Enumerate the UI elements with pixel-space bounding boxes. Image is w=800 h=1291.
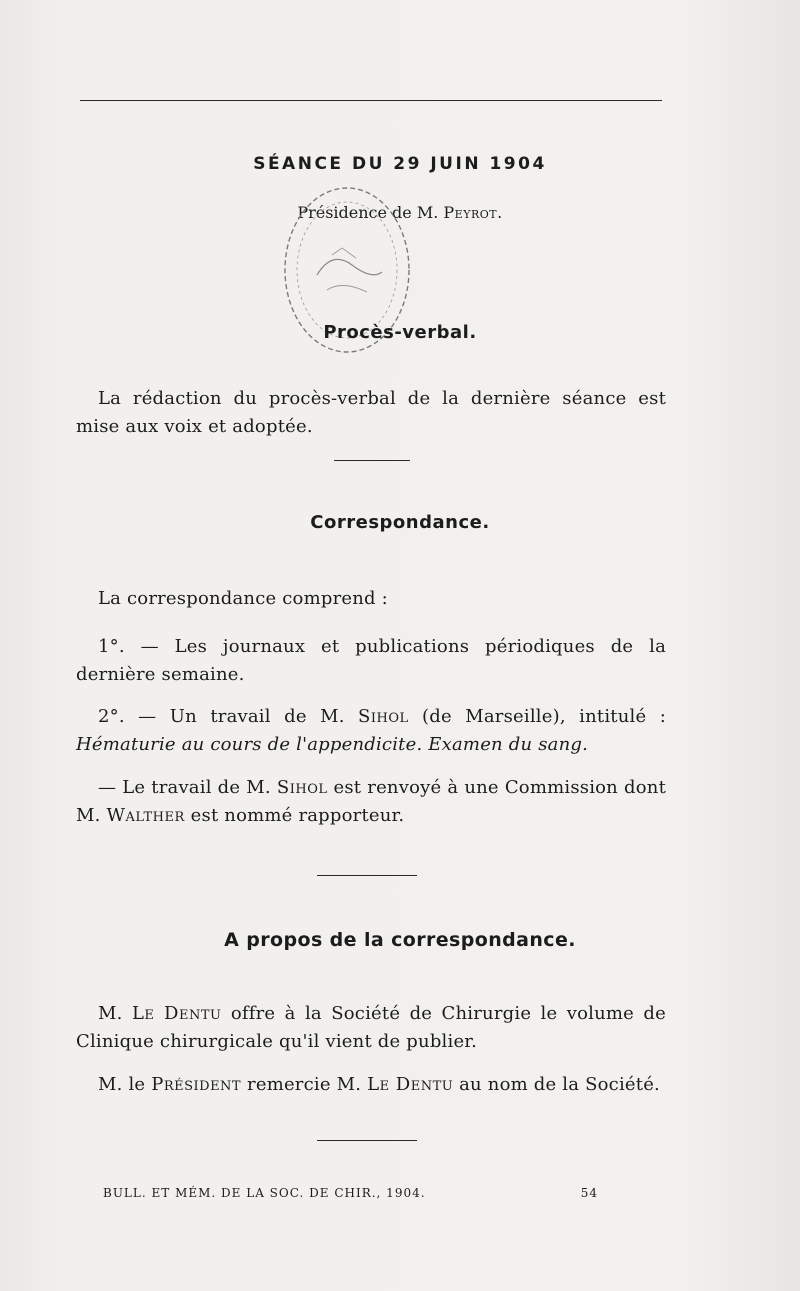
- section-rule-3: [317, 1140, 417, 1141]
- correspondance-heading: Correspondance.: [310, 512, 490, 533]
- work-title: Hématurie au cours de l'appendicite. Examen du sang.: [76, 734, 589, 755]
- president-title: Président: [151, 1074, 242, 1095]
- president-name: Peyrot.: [443, 203, 503, 222]
- referral-suffix: est nommé rapporteur.: [184, 805, 405, 826]
- presidency-prefix: Présidence de M.: [297, 203, 444, 222]
- le-dentu-name: Le Dentu: [131, 1003, 222, 1024]
- le-dentu-name-2: Le Dentu: [367, 1074, 454, 1095]
- p2-middle: remercie M.: [241, 1074, 368, 1095]
- page-footer: [103, 1186, 598, 1200]
- referral-paragraph: [76, 774, 666, 830]
- journal-citation: BULL. ET MÉM. DE LA SOC. DE CHIR., 1904.: [103, 1186, 426, 1200]
- correspondance-intro: La correspondance comprend :: [98, 588, 388, 609]
- referral-middle: est renvoyé à une Commission dont M.: [76, 777, 666, 826]
- rapporteur-name: Walther: [106, 805, 185, 826]
- correspondance-item-1: 1°. — Les journaux et publications périodiques de la dernière semaine.: [76, 636, 666, 685]
- section-rule-1: [334, 460, 410, 461]
- item2-prefix: 2°. — Un travail de M.: [98, 706, 359, 727]
- a-propos-heading: A propos de la correspondance.: [224, 929, 576, 951]
- item2-middle: (de Marseille), intitulé :: [408, 706, 666, 727]
- p1-suffix: offre à la Société de Chirurgie le volume de Clinique chirurgicale qu'il vient de publier.: [76, 1003, 666, 1052]
- p2-prefix: M. le: [98, 1074, 152, 1095]
- page-number: 54: [580, 1186, 598, 1200]
- referral-author-name: Sihol: [276, 777, 328, 798]
- p2-suffix: au nom de la Société.: [453, 1074, 660, 1095]
- presidency-line: [0, 203, 800, 222]
- p1-prefix: M.: [98, 1003, 132, 1024]
- session-title: SÉANCE DU 29 JUIN 1904: [253, 154, 547, 174]
- a-propos-paragraph-1: [76, 1000, 666, 1056]
- proces-verbal-heading: Procès-verbal.: [323, 322, 477, 343]
- correspondance-item-2: [76, 703, 666, 759]
- referral-prefix: — Le travail de M.: [98, 777, 277, 798]
- proces-verbal-text: La rédaction du procès-verbal de la dernière séance est mise aux voix et adoptée.: [76, 388, 666, 437]
- a-propos-paragraph-2: [76, 1071, 666, 1099]
- section-rule-2: [317, 875, 417, 876]
- author-name: Sihol: [358, 706, 409, 727]
- top-rule: [80, 100, 662, 101]
